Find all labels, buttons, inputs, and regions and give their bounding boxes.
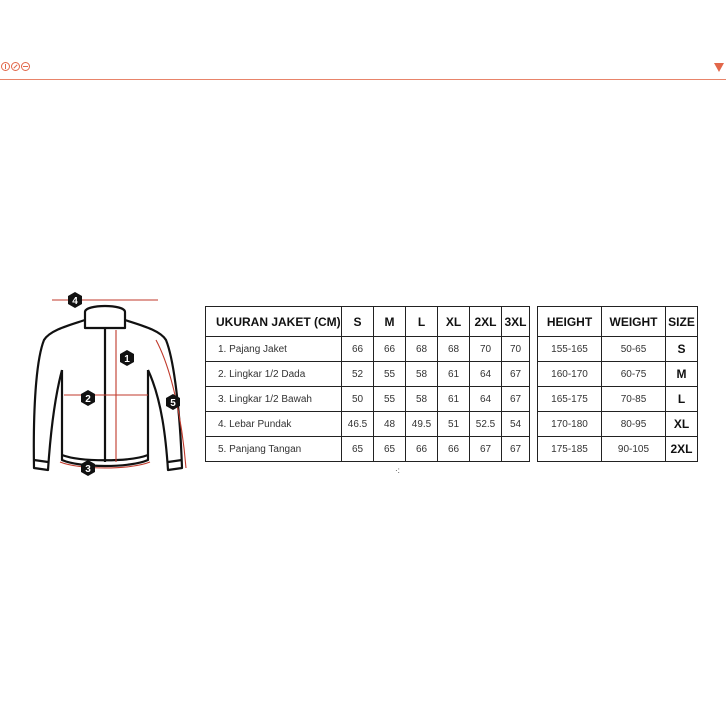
- size-table: [205, 306, 530, 462]
- table-cell: 48: [374, 412, 406, 437]
- header-cell: S: [342, 307, 374, 337]
- table-cell: M: [666, 362, 698, 387]
- header-cell: L: [406, 307, 438, 337]
- table-cell: 51: [438, 412, 470, 437]
- table-cell: 70: [470, 337, 502, 362]
- table-cell: 67: [502, 362, 530, 387]
- circle-bar-icon[interactable]: [1, 62, 10, 71]
- top-icons: [1, 62, 30, 71]
- table-cell: 50-65: [602, 337, 666, 362]
- circle-minus-icon[interactable]: [21, 62, 30, 71]
- table-row: [538, 337, 698, 362]
- jacket-diagram: [30, 290, 200, 480]
- table-cell: S: [666, 337, 698, 362]
- table-cell: 67: [502, 437, 530, 462]
- table-cell: 61: [438, 362, 470, 387]
- stray-mark: ·:: [395, 466, 400, 475]
- table-cell: XL: [666, 412, 698, 437]
- header-cell: 2XL: [470, 307, 502, 337]
- marker-2: 2: [85, 394, 91, 405]
- table-row: [538, 437, 698, 462]
- fit-table-header: [538, 307, 698, 337]
- header-cell: SIZE: [666, 307, 698, 337]
- table-cell: 54: [502, 412, 530, 437]
- header-cell: M: [374, 307, 406, 337]
- table-cell: 50: [342, 387, 374, 412]
- table-cell: 52.5: [470, 412, 502, 437]
- size-table-header: [206, 307, 530, 337]
- header-cell: UKURAN JAKET (CM): [206, 307, 342, 337]
- table-cell: 66: [374, 337, 406, 362]
- header-cell: WEIGHT: [602, 307, 666, 337]
- table-cell: 2XL: [666, 437, 698, 462]
- table-cell: 66: [342, 337, 374, 362]
- table-cell: 55: [374, 387, 406, 412]
- table-cell: 58: [406, 387, 438, 412]
- marker-5: 5: [170, 398, 176, 409]
- table-cell: 70-85: [602, 387, 666, 412]
- table-cell: 160-170: [538, 362, 602, 387]
- table-cell: 80-95: [602, 412, 666, 437]
- table-cell: 60-75: [602, 362, 666, 387]
- circle-slash-icon[interactable]: [11, 62, 20, 71]
- top-divider: [0, 79, 726, 80]
- table-cell: 170-180: [538, 412, 602, 437]
- table-cell: 52: [342, 362, 374, 387]
- marker-1: 1: [124, 354, 130, 365]
- table-cell: 55: [374, 362, 406, 387]
- table-cell: 3. Lingkar 1/2 Bawah: [206, 387, 342, 412]
- table-cell: 65: [342, 437, 374, 462]
- table-cell: 49.5: [406, 412, 438, 437]
- table-cell: 58: [406, 362, 438, 387]
- table-cell: 68: [406, 337, 438, 362]
- table-cell: 67: [470, 437, 502, 462]
- table-cell: 90-105: [602, 437, 666, 462]
- table-row: [206, 412, 530, 437]
- marker-3: 3: [85, 464, 91, 475]
- table-cell: 175-185: [538, 437, 602, 462]
- top-bar: [0, 0, 726, 82]
- table-cell: 68: [438, 337, 470, 362]
- table-row: [538, 362, 698, 387]
- header-cell: XL: [438, 307, 470, 337]
- marker-4: 4: [72, 296, 78, 307]
- table-cell: 64: [470, 362, 502, 387]
- table-cell: 65: [374, 437, 406, 462]
- table-row: [206, 362, 530, 387]
- table-cell: 46.5: [342, 412, 374, 437]
- table-cell: 61: [438, 387, 470, 412]
- table-cell: 66: [438, 437, 470, 462]
- table-cell: 2. Lingkar 1/2 Dada: [206, 362, 342, 387]
- table-cell: 5. Panjang Tangan: [206, 437, 342, 462]
- table-row: [538, 412, 698, 437]
- table-row: [538, 387, 698, 412]
- table-cell: 165-175: [538, 387, 602, 412]
- table-cell: 64: [470, 387, 502, 412]
- dropdown-triangle-icon[interactable]: [714, 63, 724, 72]
- table-row: [206, 337, 530, 362]
- table-cell: 67: [502, 387, 530, 412]
- header-cell: 3XL: [502, 307, 530, 337]
- table-cell: 70: [502, 337, 530, 362]
- table-cell: L: [666, 387, 698, 412]
- fit-table: [537, 306, 698, 462]
- table-cell: 4. Lebar Pundak: [206, 412, 342, 437]
- header-cell: HEIGHT: [538, 307, 602, 337]
- table-cell: 155-165: [538, 337, 602, 362]
- table-row: [206, 387, 530, 412]
- table-row: [206, 437, 530, 462]
- table-cell: 1. Pajang Jaket: [206, 337, 342, 362]
- table-cell: 66: [406, 437, 438, 462]
